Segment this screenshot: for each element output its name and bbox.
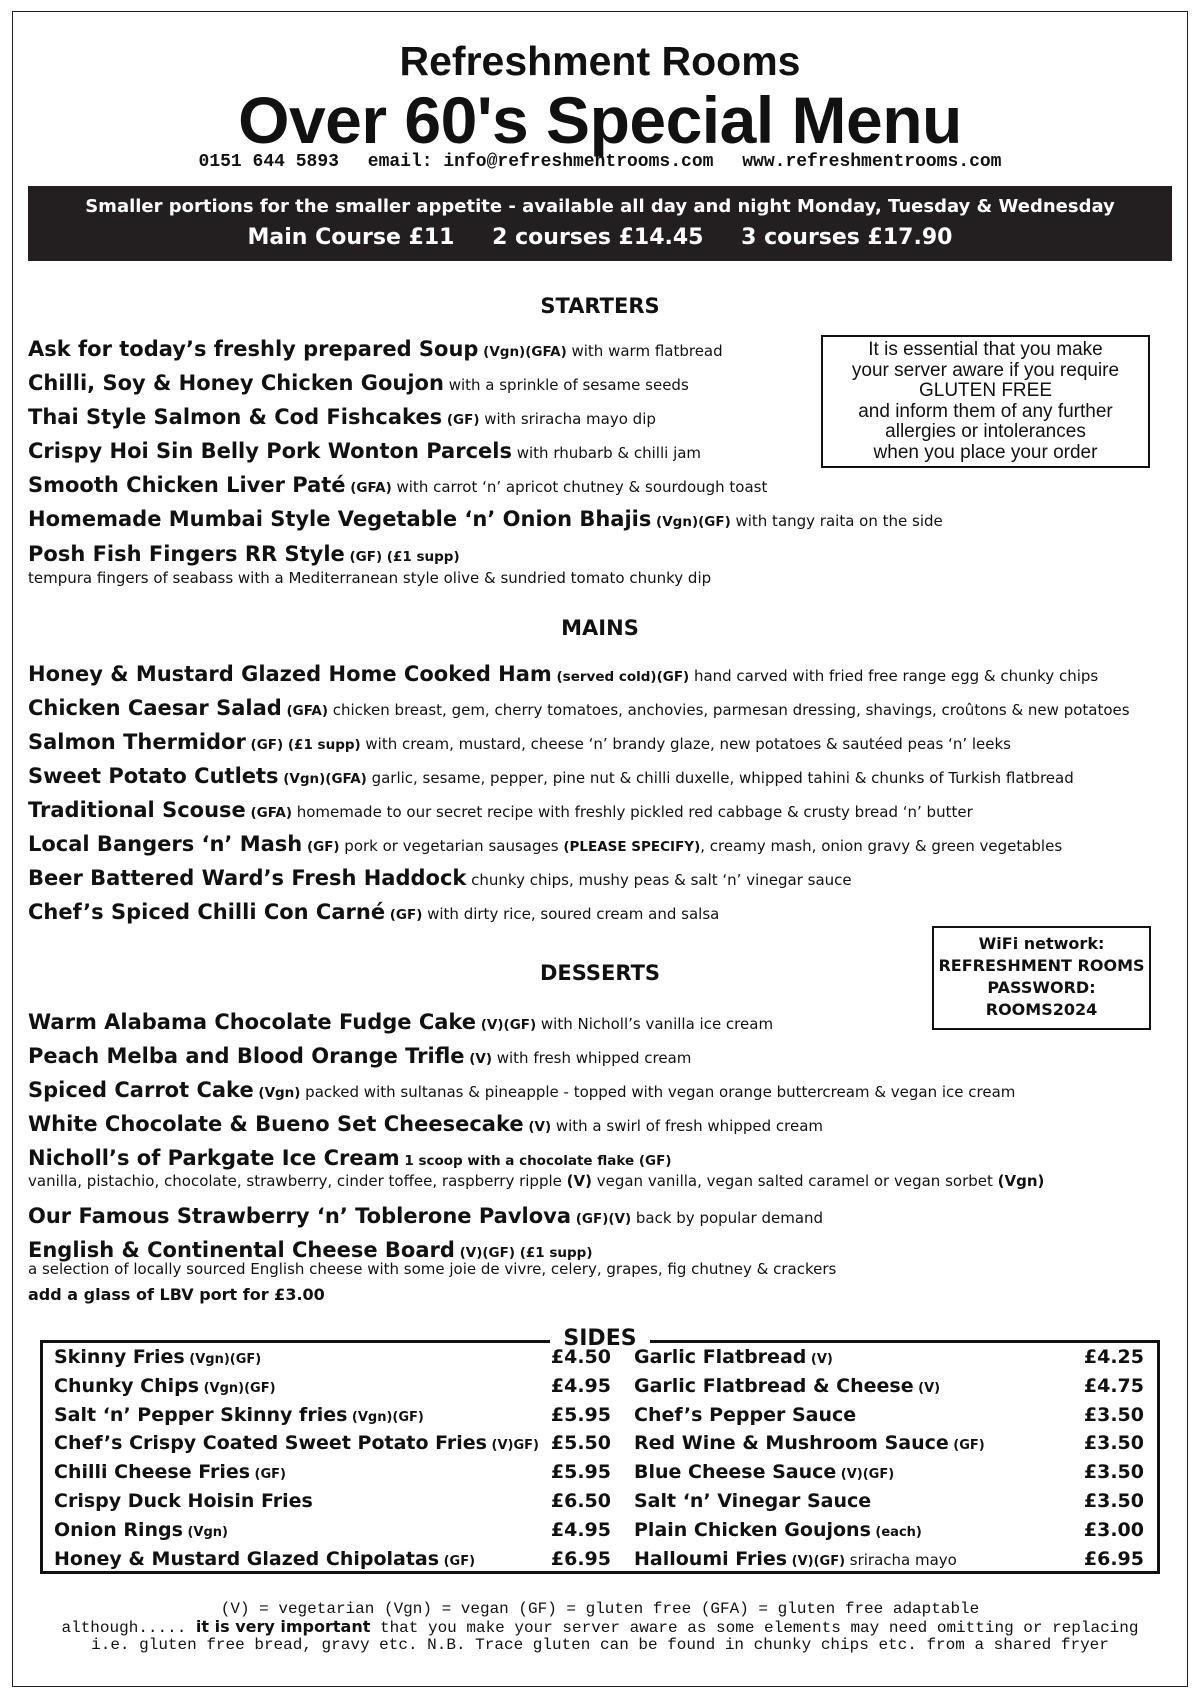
side-price: £3.50 xyxy=(1083,1461,1144,1484)
dietary-tags: (Vgn)(GF) xyxy=(199,1380,276,1396)
dietary-tags: (GF) xyxy=(385,907,428,923)
side-price: £4.50 xyxy=(550,1346,611,1368)
dish-description: hand carved with fried free range egg & chunky chips xyxy=(693,667,1099,685)
dish-name: Chilli, Soy & Honey Chicken Goujon xyxy=(28,371,444,395)
allergy-line: allergies or intolerances xyxy=(885,421,1086,442)
main-item xyxy=(28,899,719,928)
dietary-tags: (Vgn)(GF) xyxy=(347,1409,424,1425)
allergy-footer xyxy=(0,1618,1200,1637)
dessert-item xyxy=(28,1043,691,1072)
dish-name: English & Continental Cheese Board xyxy=(28,1238,455,1262)
dish-description: garlic, sesame, pepper, pine nut & chilli duxelle, whipped tahini & chunks of Turkish flatbread xyxy=(371,769,1074,787)
dish-description: pork or vegetarian sausages xyxy=(344,837,564,855)
dietary-tags: (Vgn) xyxy=(253,1085,306,1101)
dietary-tags: (Vgn) xyxy=(182,1524,228,1540)
mains-heading: MAINS xyxy=(561,616,639,640)
side-price: £5.95 xyxy=(550,1461,611,1484)
dish-description: homemade to our secret recipe with freshly pickled red cabbage & crusty bread ‘n’ butter xyxy=(296,803,973,821)
dish-description: with warm flatbread xyxy=(571,342,723,360)
dish-name: Sweet Potato Cutlets xyxy=(28,764,279,788)
page-title: Over 60's Special Menu xyxy=(238,83,962,157)
main-item xyxy=(28,831,1062,860)
price-main-course: Main Course £11 xyxy=(247,225,455,250)
side-name: Red Wine & Mushroom Sauce xyxy=(634,1432,949,1455)
dish-description: , creamy mash, onion gravy & green vegetables xyxy=(700,837,1063,855)
wifi-password: ROOMS2024 xyxy=(985,1000,1098,1019)
dish-description: with a sprinkle of sesame seeds xyxy=(443,376,689,394)
side-name: Plain Chicken Goujons xyxy=(634,1518,871,1541)
main-item xyxy=(28,797,973,826)
email-address: email: info@refreshmentrooms.com xyxy=(367,152,714,172)
allergy-footer-emphasis: it is very important xyxy=(195,1617,371,1636)
side-price: £5.50 xyxy=(550,1432,611,1455)
side-item xyxy=(634,1375,1144,1404)
restaurant-name: Refreshment Rooms xyxy=(399,38,801,84)
side-price: £6.95 xyxy=(1083,1547,1144,1570)
price-two-courses: 2 courses £14.45 xyxy=(492,225,704,250)
main-item xyxy=(28,661,1098,690)
dish-name: Chicken Caesar Salad xyxy=(28,696,282,720)
side-item xyxy=(634,1519,1144,1548)
side-item xyxy=(54,1548,611,1577)
port-offer: add a glass of LBV port for £3.00 xyxy=(28,1285,325,1304)
dietary-tags: (V)(GF) xyxy=(476,1017,541,1033)
dish-description: with rhubarb & chilli jam xyxy=(511,444,702,462)
allergy-line: your server aware if you require xyxy=(851,359,1120,381)
sides-left-column xyxy=(54,1346,611,1576)
dietary-tags: (V)(GF) (£1 supp) xyxy=(454,1245,593,1261)
sides-heading: SIDES xyxy=(550,1325,650,1353)
side-price: £5.95 xyxy=(550,1403,611,1426)
dish-name: White Chocolate & Bueno Set Cheesecake xyxy=(28,1112,524,1136)
dish-description: with Nicholl’s vanilla ice cream xyxy=(540,1015,774,1033)
side-name: Salt ‘n’ Pepper Skinny fries xyxy=(54,1403,348,1426)
allergy-line: It is essential that you make xyxy=(868,339,1103,360)
allergy-line: GLUTEN FREE xyxy=(918,380,1053,401)
dish-name: Warm Alabama Chocolate Fudge Cake xyxy=(28,1010,477,1034)
dietary-tags: (GF) xyxy=(439,1553,476,1569)
dietary-tags: (GFA) xyxy=(345,480,397,496)
ice-cream-flavours-b: vegan vanilla, vegan salted caramel or vegan sorbet xyxy=(591,1172,998,1190)
dish-description: with dirty rice, soured cream and salsa xyxy=(427,905,720,923)
gluten-footer: i.e. gluten free bread, gravy etc. N.B. Trace gluten can be found in chunky chips etc. from a shared fryer xyxy=(91,1636,1109,1654)
side-price: £6.95 xyxy=(550,1547,611,1570)
side-name: Blue Cheese Sauce xyxy=(634,1461,837,1484)
dish-name: Peach Melba and Blood Orange Trifle xyxy=(28,1044,465,1068)
side-name: Garlic Flatbread xyxy=(634,1346,807,1368)
starters-heading: STARTERS xyxy=(540,294,660,318)
side-description: sriracha mayo xyxy=(845,1550,957,1569)
dietary-tags: (GFA) xyxy=(281,703,333,719)
side-name: Chunky Chips xyxy=(54,1374,200,1397)
side-price: £3.00 xyxy=(1083,1518,1144,1541)
dish-description: with tangy raita on the side xyxy=(735,512,943,530)
side-item xyxy=(54,1346,611,1375)
price-three-courses: 3 courses £17.90 xyxy=(741,225,953,250)
side-name: Salt ‘n’ Vinegar Sauce xyxy=(634,1489,872,1512)
dish-description: with a swirl of fresh whipped cream xyxy=(555,1117,824,1135)
offer-banner xyxy=(28,186,1172,261)
side-price: £3.50 xyxy=(1083,1403,1144,1426)
allergy-notice xyxy=(821,335,1150,468)
side-price: £4.75 xyxy=(1083,1374,1144,1397)
side-price: £4.25 xyxy=(1083,1346,1144,1368)
dietary-key: (V) = vegetarian (Vgn) = vegan (GF) = gluten free (GFA) = gluten free adaptable xyxy=(220,1600,980,1618)
cheese-board-description: a selection of locally sourced English cheese with some joie de vivre, celery, grapes, fig chutney & crackers xyxy=(28,1260,837,1278)
dessert-item xyxy=(28,1111,823,1140)
dietary-tags: (V) xyxy=(464,1051,497,1067)
side-item xyxy=(54,1490,611,1519)
dish-description: with carrot ‘n’ apricot chutney & sourdough toast xyxy=(396,478,768,496)
wifi-network-name: REFRESHMENT ROOMS xyxy=(938,956,1145,975)
side-name: Onion Rings xyxy=(54,1518,183,1541)
side-item xyxy=(634,1548,1144,1577)
dietary-tags: (GF) xyxy=(442,412,485,428)
dish-name: Traditional Scouse xyxy=(28,798,246,822)
dish-name: Honey & Mustard Glazed Home Cooked Ham xyxy=(28,662,552,686)
starter-item xyxy=(28,472,767,501)
dessert-item xyxy=(28,1145,672,1174)
dietary-tags: (served cold)(GF) xyxy=(551,669,694,685)
side-name: Garlic Flatbread & Cheese xyxy=(634,1374,914,1397)
side-price: £6.50 xyxy=(550,1489,611,1512)
sides-right-column xyxy=(634,1346,1144,1576)
ice-cream-flavours xyxy=(28,1171,1044,1191)
ice-cream-tag-a: (V) xyxy=(566,1172,592,1190)
dish-description: packed with sultanas & pineapple - topped with vegan orange buttercream & vegan ice cream xyxy=(305,1083,1016,1101)
side-item xyxy=(54,1404,611,1433)
dish-name: Posh Fish Fingers RR Style xyxy=(28,542,345,566)
side-name: Honey & Mustard Glazed Chipolatas xyxy=(54,1547,440,1570)
side-price: £4.95 xyxy=(550,1374,611,1397)
side-name: Chef’s Crispy Coated Sweet Potato Fries xyxy=(54,1432,487,1455)
dish-name: Nicholl’s of Parkgate Ice Cream xyxy=(28,1146,400,1170)
allergy-footer-c: that you make your server aware as some elements may need omitting or replacing xyxy=(370,1619,1139,1637)
main-item xyxy=(28,695,1130,724)
desserts-heading: DESSERTS xyxy=(539,961,661,985)
starter-item xyxy=(28,404,656,433)
side-item xyxy=(634,1461,1144,1490)
dietary-tags: (Vgn)(GF) xyxy=(651,514,736,530)
dietary-tags: (GF) (£1 supp) xyxy=(245,737,366,753)
dietary-tags: (Vgn)(GFA) xyxy=(478,344,572,360)
side-item xyxy=(54,1432,611,1461)
dish-name: Ask for today’s freshly prepared Soup xyxy=(28,337,479,361)
dietary-tags: (Vgn)(GFA) xyxy=(278,771,372,787)
dish-name: Beer Battered Ward’s Fresh Haddock xyxy=(28,866,467,890)
side-price: £4.95 xyxy=(550,1518,611,1541)
dish-name: Salmon Thermidor xyxy=(28,730,246,754)
side-item xyxy=(634,1432,1144,1461)
side-name: Crispy Duck Hoisin Fries xyxy=(54,1489,313,1512)
main-item xyxy=(28,729,1011,758)
dish-description: chunky chips, mushy peas & salt ‘n’ vinegar sauce xyxy=(466,871,852,889)
posh-fish-fingers-description: tempura fingers of seabass with a Mediterranean style olive & sundried tomato chunky dip xyxy=(28,569,712,587)
side-item xyxy=(54,1375,611,1404)
dish-name: Thai Style Salmon & Cod Fishcakes xyxy=(28,405,443,429)
dessert-item xyxy=(28,1009,773,1038)
phone-number: 0151 644 5893 xyxy=(198,152,339,172)
dish-name: Smooth Chicken Liver Paté xyxy=(28,473,346,497)
website-url: www.refreshmentrooms.com xyxy=(742,152,1002,172)
dietary-tags: 1 scoop with a chocolate flake (GF) xyxy=(399,1153,672,1169)
dish-name: Crispy Hoi Sin Belly Pork Wonton Parcels xyxy=(28,439,512,463)
side-item xyxy=(54,1461,611,1490)
allergy-line: and inform them of any further xyxy=(858,400,1113,422)
side-name: Chilli Cheese Fries xyxy=(54,1461,251,1484)
dessert-item xyxy=(28,1203,823,1232)
main-item xyxy=(28,865,852,893)
dish-description: chicken breast, gem, cherry tomatoes, anchovies, parmesan dressing, shavings, croûtons & new potatoes xyxy=(332,701,1130,719)
dish-name: Local Bangers ‘n’ Mash xyxy=(28,832,303,856)
dish-name: Our Famous Strawberry ‘n’ Toblerone Pavlova xyxy=(28,1204,572,1228)
side-item xyxy=(634,1404,1144,1433)
dietary-tags: (GFA) xyxy=(245,805,297,821)
dietary-tags: (V) xyxy=(913,1380,941,1396)
dish-name: Homemade Mumbai Style Vegetable ‘n’ Onion Bhajis xyxy=(28,507,652,531)
dish-name: Spiced Carrot Cake xyxy=(28,1078,254,1102)
dish-description: back by popular demand xyxy=(635,1209,824,1227)
allergy-line: when you place your order xyxy=(873,441,1098,463)
allergy-footer-a: although..... xyxy=(61,1619,196,1637)
side-name: Chef’s Pepper Sauce xyxy=(634,1403,857,1426)
dietary-tags: (V)GF) xyxy=(487,1438,539,1454)
dessert-item xyxy=(28,1077,1015,1106)
dietary-tags: (V) xyxy=(806,1352,833,1367)
dietary-tags: (GF) xyxy=(250,1467,286,1483)
contact-line xyxy=(0,150,1200,174)
dietary-tags: (GF) (£1 supp) xyxy=(344,549,460,565)
dietary-tags: (Vgn)(GF) xyxy=(184,1352,262,1367)
side-name: Skinny Fries xyxy=(54,1346,185,1368)
starter-item xyxy=(28,438,701,466)
dietary-tags: (V)(GF) xyxy=(836,1467,895,1483)
side-name: Halloumi Fries xyxy=(634,1547,788,1570)
dietary-tags: (GF) xyxy=(948,1438,985,1454)
starter-item xyxy=(28,541,460,570)
dietary-tags: (GF) xyxy=(302,839,345,855)
dish-name: Chef’s Spiced Chilli Con Carné xyxy=(28,900,386,924)
main-item xyxy=(28,763,1074,792)
side-item xyxy=(634,1346,1144,1375)
starter-item xyxy=(28,336,723,365)
please-specify-note: (PLEASE SPECIFY) xyxy=(563,839,701,855)
side-price: £3.50 xyxy=(1083,1432,1144,1455)
dish-description: with fresh whipped cream xyxy=(496,1049,692,1067)
ice-cream-tag-b: (Vgn) xyxy=(997,1172,1045,1190)
dietary-tags: (V)(GF) xyxy=(787,1553,846,1569)
side-item xyxy=(634,1490,1144,1519)
dietary-tags: (V) xyxy=(523,1119,556,1135)
ice-cream-flavours-a: vanilla, pistachio, chocolate, strawberry, cinder toffee, raspberry ripple xyxy=(28,1172,567,1190)
starter-item xyxy=(28,506,943,535)
wifi-label: WiFi network: xyxy=(978,934,1105,953)
dietary-tags: (GF)(V) xyxy=(571,1211,636,1227)
dish-description: with sriracha mayo dip xyxy=(484,410,656,428)
side-item xyxy=(54,1519,611,1548)
starter-item xyxy=(28,370,689,398)
dietary-tags: (each) xyxy=(870,1524,922,1540)
side-price: £3.50 xyxy=(1083,1489,1144,1512)
offer-availability: Smaller portions for the smaller appetite - available all day and night Monday, Tuesday & Wednesday xyxy=(85,196,1115,217)
offer-prices xyxy=(28,224,1172,252)
dish-description: with cream, mustard, cheese ‘n’ brandy glaze, new potatoes & sautéed peas ‘n’ leeks xyxy=(365,735,1011,753)
wifi-password-label: PASSWORD: xyxy=(987,978,1096,997)
